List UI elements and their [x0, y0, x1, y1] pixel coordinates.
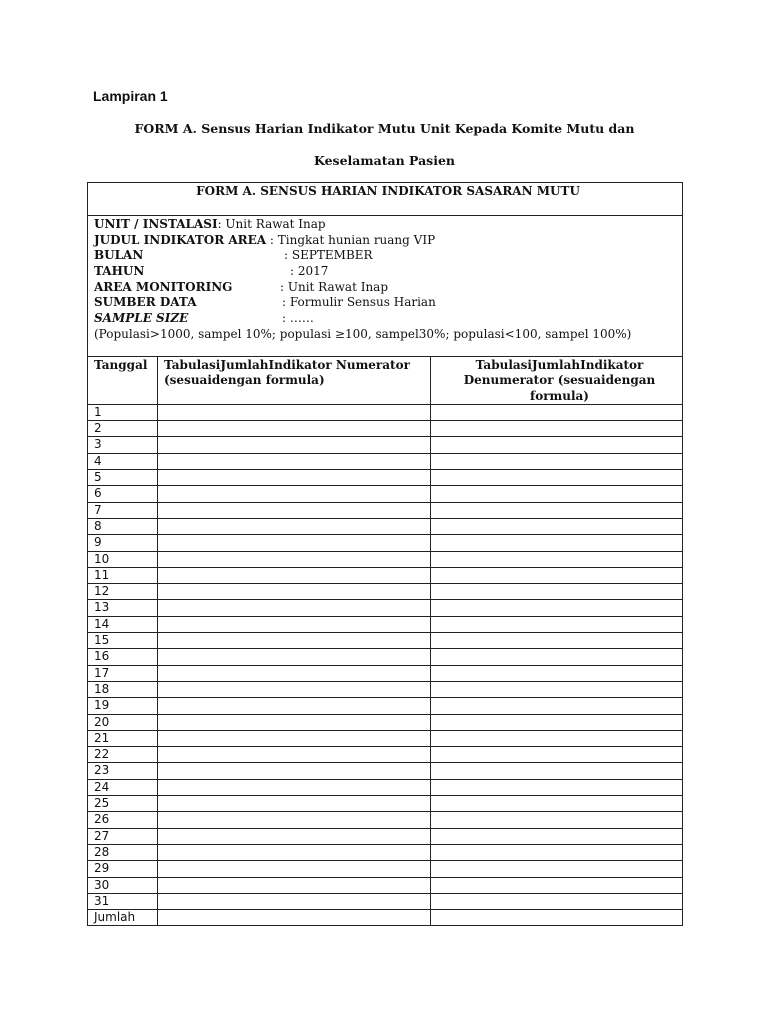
- table-row: [88, 567, 683, 583]
- table-row: [88, 844, 683, 860]
- table-row: [88, 714, 683, 730]
- day-number: 16: [88, 649, 158, 665]
- day-number: 31: [88, 893, 158, 909]
- total-denumerator-cell[interactable]: [431, 910, 683, 926]
- denumerator-cell[interactable]: [431, 616, 683, 632]
- denumerator-cell[interactable]: [431, 600, 683, 616]
- denumerator-cell[interactable]: [431, 893, 683, 909]
- denumerator-cell[interactable]: [431, 584, 683, 600]
- day-number: 1: [88, 404, 158, 420]
- numerator-cell[interactable]: [158, 796, 431, 812]
- judul-row: [94, 233, 682, 249]
- attachment-label: Lampiran 1: [93, 88, 168, 104]
- denumerator-cell[interactable]: [431, 665, 683, 681]
- table-row: [88, 486, 683, 502]
- numerator-cell[interactable]: [158, 844, 431, 860]
- table-row: [88, 698, 683, 714]
- day-number: 29: [88, 861, 158, 877]
- numerator-cell[interactable]: [158, 681, 431, 697]
- numerator-cell[interactable]: [158, 665, 431, 681]
- day-number: 9: [88, 535, 158, 551]
- table-row: [88, 730, 683, 746]
- sample-row: [94, 311, 682, 327]
- day-number: 30: [88, 877, 158, 893]
- numerator-cell[interactable]: [158, 779, 431, 795]
- day-number: 5: [88, 470, 158, 486]
- denumerator-cell[interactable]: [431, 551, 683, 567]
- denumerator-cell[interactable]: [431, 844, 683, 860]
- total-label: Jumlah: [88, 910, 158, 926]
- numerator-cell[interactable]: [158, 551, 431, 567]
- denumerator-cell[interactable]: [431, 812, 683, 828]
- numerator-cell[interactable]: [158, 470, 431, 486]
- numerator-cell[interactable]: [158, 747, 431, 763]
- column-header-tanggal: Tanggal: [88, 357, 158, 405]
- day-number: 8: [88, 518, 158, 534]
- table-row: [88, 453, 683, 469]
- judul-label: JUDUL INDIKATOR AREA: [94, 232, 267, 247]
- denumerator-cell[interactable]: [431, 681, 683, 697]
- denumerator-cell[interactable]: [431, 877, 683, 893]
- numerator-cell[interactable]: [158, 730, 431, 746]
- area-value: : Unit Rawat Inap: [280, 279, 389, 294]
- numerator-cell[interactable]: [158, 518, 431, 534]
- table-row: [88, 893, 683, 909]
- table-row: [88, 877, 683, 893]
- numerator-cell[interactable]: [158, 633, 431, 649]
- table-row: [88, 763, 683, 779]
- numerator-cell[interactable]: [158, 584, 431, 600]
- table-row: [88, 796, 683, 812]
- denumerator-cell[interactable]: [431, 470, 683, 486]
- table-header: FORM A. SENSUS HARIAN INDIKATOR SASARAN MUTU: [88, 183, 683, 216]
- population-note: (Populasi>1000, sampel 10%; populasi ≥100, sampel30%; populasi<100, sampel 100%): [94, 326, 632, 341]
- numerator-cell[interactable]: [158, 616, 431, 632]
- day-number: 2: [88, 421, 158, 437]
- numerator-cell[interactable]: [158, 600, 431, 616]
- table-row: [88, 828, 683, 844]
- column-header-numerator: TabulasiJumlahIndikator Numerator (sesuaidengan formula): [158, 357, 431, 405]
- unit-value: : Unit Rawat Inap: [217, 217, 326, 231]
- denumerator-cell[interactable]: [431, 421, 683, 437]
- denumerator-cell[interactable]: [431, 828, 683, 844]
- numerator-cell[interactable]: [158, 877, 431, 893]
- denumerator-cell[interactable]: [431, 437, 683, 453]
- numerator-cell[interactable]: [158, 828, 431, 844]
- sumber-label: SUMBER DATA: [94, 295, 197, 310]
- table-row: [88, 437, 683, 453]
- sample-value: : ……: [282, 311, 314, 326]
- table-row: [88, 747, 683, 763]
- numerator-cell[interactable]: [158, 404, 431, 420]
- day-number: 18: [88, 681, 158, 697]
- denumerator-cell[interactable]: [431, 486, 683, 502]
- numerator-cell[interactable]: [158, 649, 431, 665]
- numerator-cell[interactable]: [158, 486, 431, 502]
- numerator-cell[interactable]: [158, 714, 431, 730]
- column-header-denumerator: TabulasiJumlahIndikator Denumerator (sesuaidengan formula): [431, 357, 683, 405]
- day-number: 15: [88, 633, 158, 649]
- denumerator-cell[interactable]: [431, 404, 683, 420]
- day-number: 11: [88, 567, 158, 583]
- numerator-cell[interactable]: [158, 893, 431, 909]
- area-row: [94, 280, 682, 296]
- day-number: 10: [88, 551, 158, 567]
- day-number: 17: [88, 665, 158, 681]
- day-number: 21: [88, 730, 158, 746]
- table-row: [88, 535, 683, 551]
- unit-row: [94, 217, 682, 233]
- table-row: [88, 681, 683, 697]
- table-row: [88, 421, 683, 437]
- total-numerator-cell[interactable]: [158, 910, 431, 926]
- denumerator-cell[interactable]: [431, 714, 683, 730]
- table-row: [88, 502, 683, 518]
- day-number: 6: [88, 486, 158, 502]
- day-number: 24: [88, 779, 158, 795]
- day-number: 22: [88, 747, 158, 763]
- numerator-cell[interactable]: [158, 453, 431, 469]
- denumerator-cell[interactable]: [431, 633, 683, 649]
- denumerator-cell[interactable]: [431, 453, 683, 469]
- tahun-value: : 2017: [290, 264, 329, 279]
- day-number: 25: [88, 796, 158, 812]
- table-row: [88, 551, 683, 567]
- day-number: 13: [88, 600, 158, 616]
- denumerator-cell[interactable]: [431, 649, 683, 665]
- denumerator-cell[interactable]: [431, 796, 683, 812]
- day-number: 4: [88, 453, 158, 469]
- denumerator-cell[interactable]: [431, 763, 683, 779]
- denumerator-cell[interactable]: [431, 779, 683, 795]
- judul-value: : Tingkat hunian ruang VIP: [266, 232, 436, 247]
- tahun-row: [94, 264, 682, 280]
- day-number: 7: [88, 502, 158, 518]
- census-form-table: [87, 182, 683, 926]
- numerator-cell[interactable]: [158, 698, 431, 714]
- bulan-row: [94, 248, 682, 264]
- info-section: [88, 216, 683, 357]
- denumerator-cell[interactable]: [431, 730, 683, 746]
- day-number: 26: [88, 812, 158, 828]
- day-number: 20: [88, 714, 158, 730]
- denumerator-cell[interactable]: [431, 518, 683, 534]
- unit-label: UNIT / INSTALASI: [94, 217, 218, 231]
- table-row: [88, 861, 683, 877]
- table-row: [88, 779, 683, 795]
- numerator-cell[interactable]: [158, 567, 431, 583]
- denumerator-cell[interactable]: [431, 747, 683, 763]
- form-title-line-2: Keselamatan Pasien: [313, 153, 455, 168]
- numerator-cell[interactable]: [158, 861, 431, 877]
- day-number: 27: [88, 828, 158, 844]
- day-number: 28: [88, 844, 158, 860]
- numerator-cell[interactable]: [158, 535, 431, 551]
- day-number: 23: [88, 763, 158, 779]
- day-number: 3: [88, 437, 158, 453]
- bulan-label: BULAN: [94, 248, 144, 263]
- denumerator-cell[interactable]: [431, 861, 683, 877]
- table-row: [88, 600, 683, 616]
- table-row: [88, 665, 683, 681]
- denumerator-cell[interactable]: [431, 535, 683, 551]
- table-row: [88, 404, 683, 420]
- sumber-value: : Formulir Sensus Harian: [282, 295, 436, 310]
- sample-label: SAMPLE SIZE: [94, 311, 189, 326]
- table-row: [88, 518, 683, 534]
- numerator-cell[interactable]: [158, 437, 431, 453]
- numerator-cell[interactable]: [158, 421, 431, 437]
- bulan-value: : SEPTEMBER: [284, 248, 373, 263]
- table-row: [88, 584, 683, 600]
- table-row: [88, 649, 683, 665]
- form-title-line-1: FORM A. Sensus Harian Indikator Mutu Unit Kepada Komite Mutu dan: [134, 121, 635, 136]
- table-row: [88, 616, 683, 632]
- tahun-label: TAHUN: [94, 264, 145, 279]
- table-row: [88, 633, 683, 649]
- denumerator-cell[interactable]: [431, 698, 683, 714]
- day-number: 19: [88, 698, 158, 714]
- sumber-row: [94, 295, 682, 311]
- numerator-cell[interactable]: [158, 812, 431, 828]
- denumerator-cell[interactable]: [431, 567, 683, 583]
- day-number: 14: [88, 616, 158, 632]
- numerator-cell[interactable]: [158, 763, 431, 779]
- denumerator-cell[interactable]: [431, 502, 683, 518]
- table-row: [88, 470, 683, 486]
- area-label: AREA MONITORING: [94, 279, 233, 294]
- numerator-cell[interactable]: [158, 502, 431, 518]
- table-row: [88, 812, 683, 828]
- day-number: 12: [88, 584, 158, 600]
